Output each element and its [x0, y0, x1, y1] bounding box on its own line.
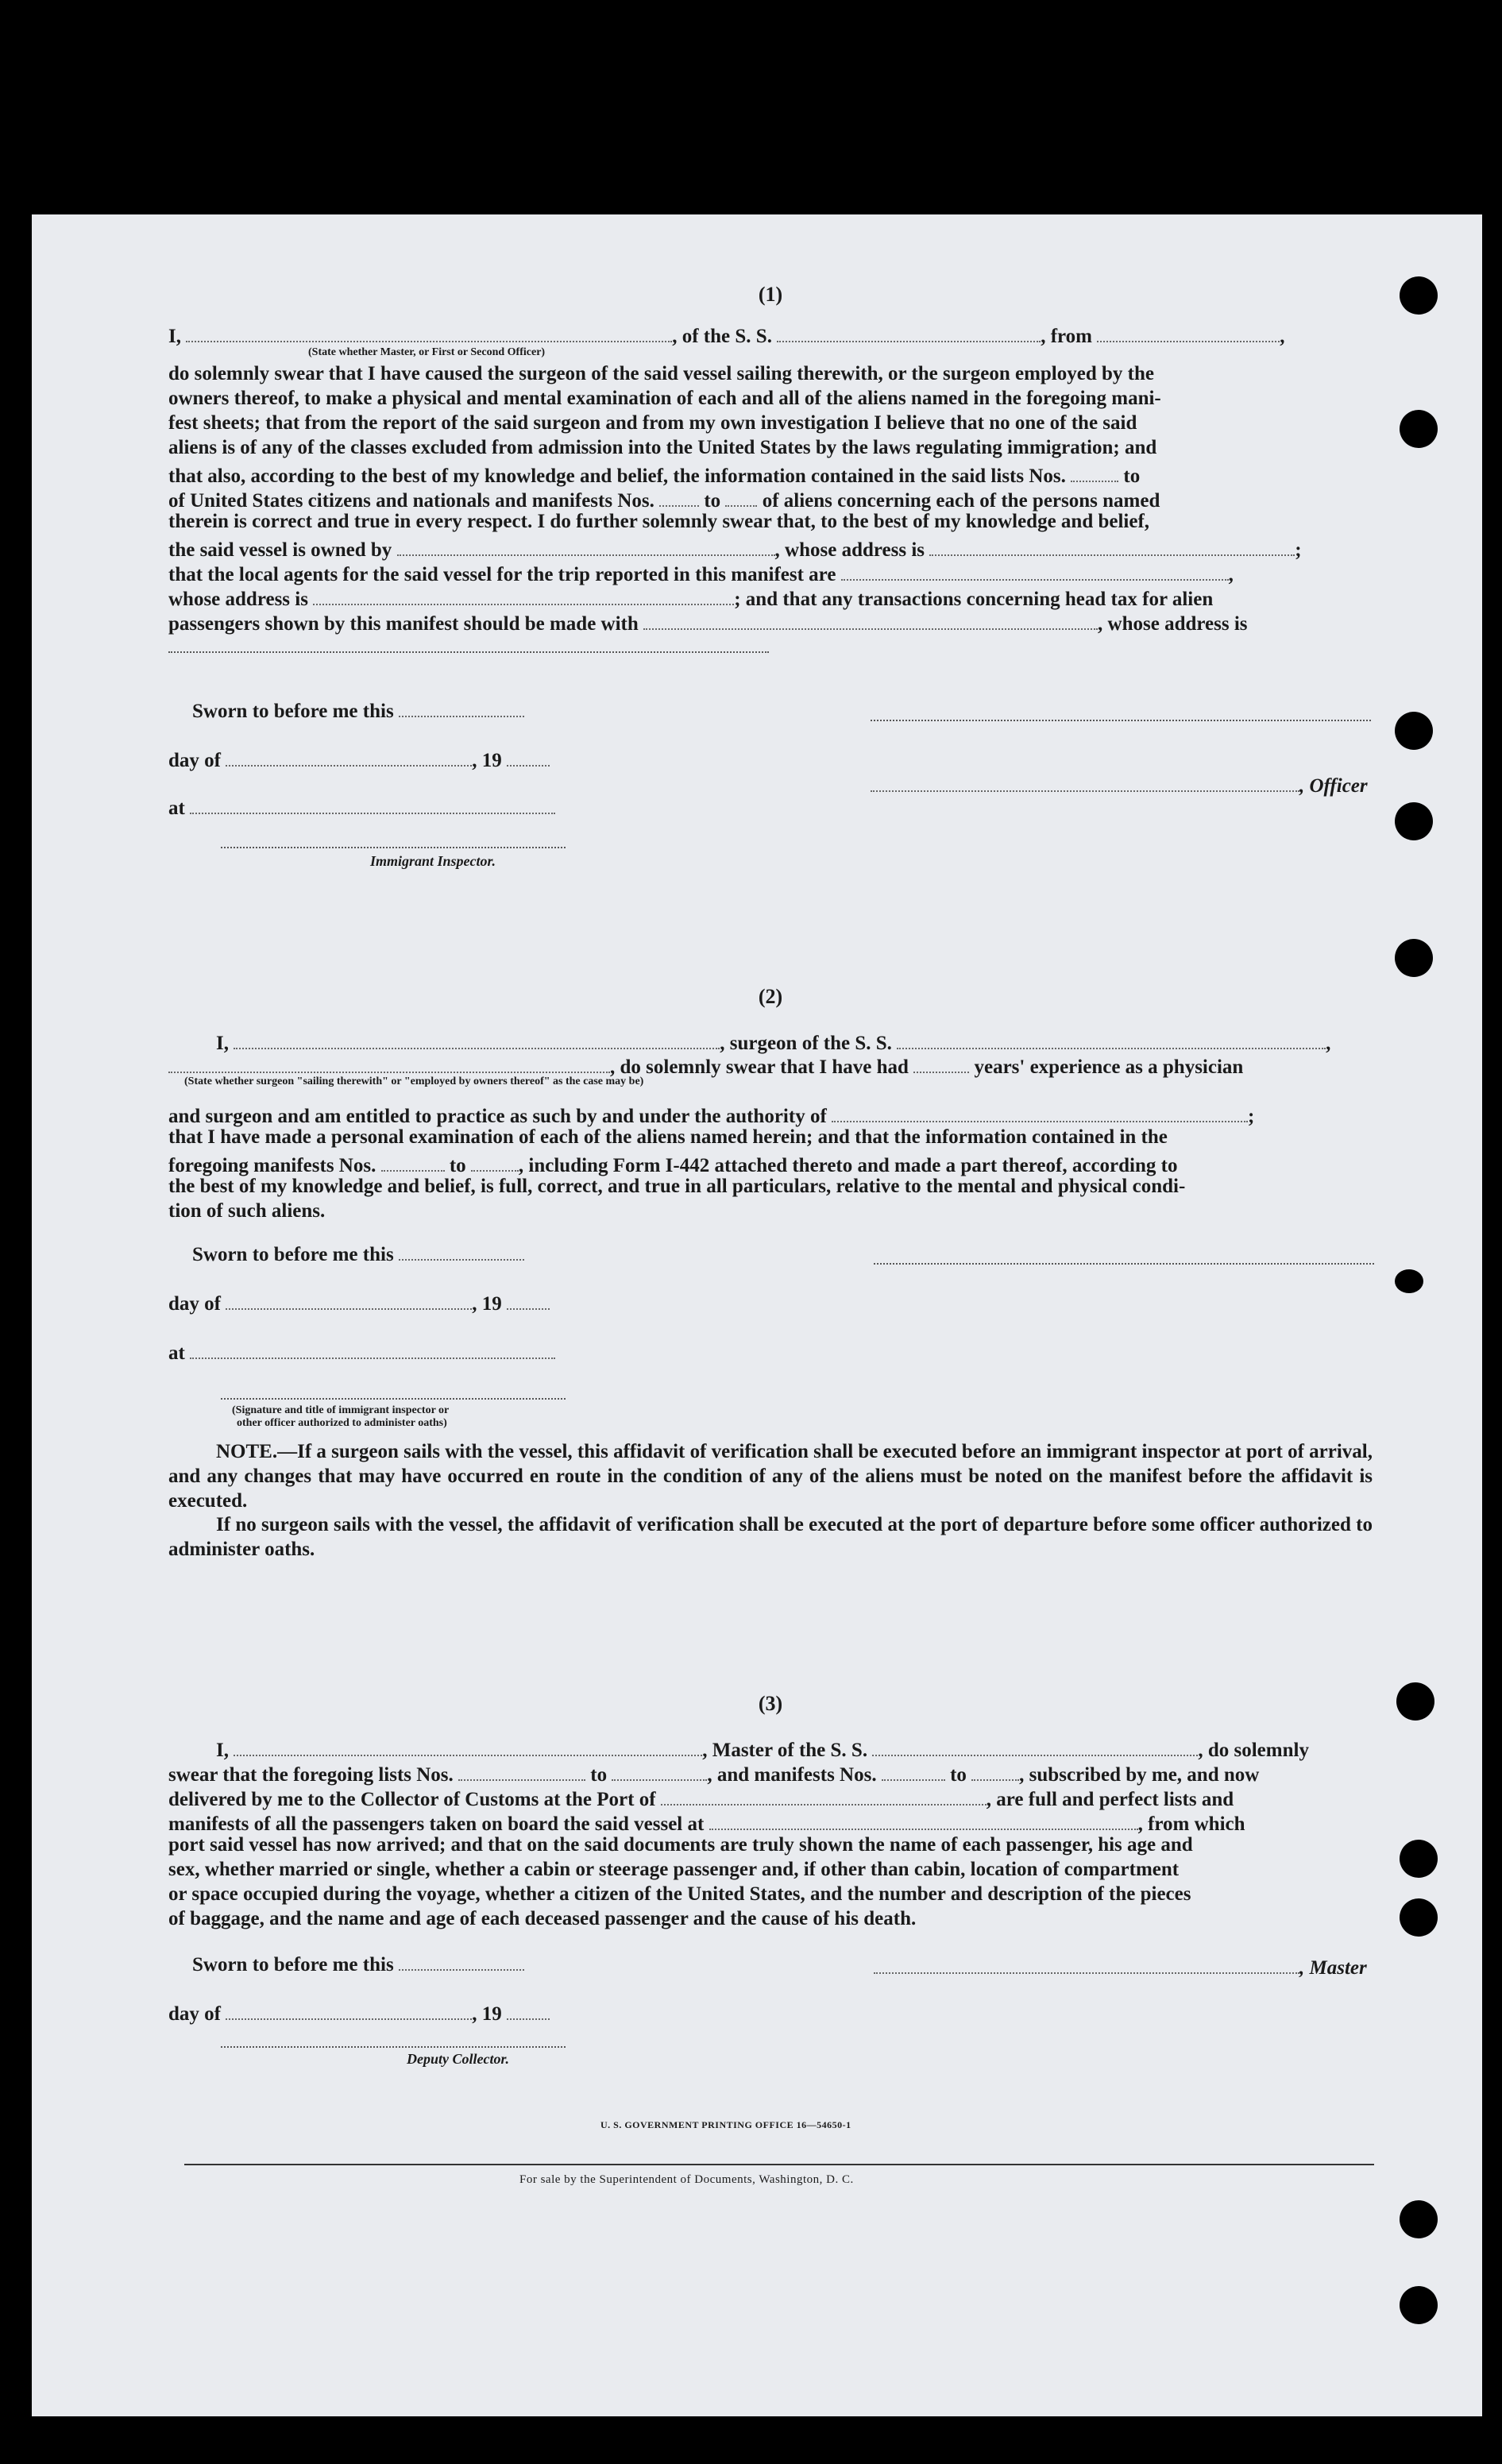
year-label: , 19	[472, 2003, 502, 2025]
punch-hole	[1395, 1269, 1423, 1293]
sale-notice: For sale by the Superintendent of Documents, Washington, D. C.	[519, 2173, 854, 2186]
surgeon-note: (State whether surgeon "sailing therewith" or "employed by owners thereof" as the case may be)	[184, 1076, 644, 1087]
section-number: (2)	[758, 985, 783, 1008]
section3-line: or space occupied during the voyage, whether a citizen of the United States, and the number and description of the pieces	[168, 1883, 1191, 1905]
para1-line: the said vessel is owned by	[168, 539, 392, 561]
manifests-from-field[interactable]	[659, 485, 699, 507]
agents-field[interactable]	[841, 559, 1229, 581]
manifests-from-field-3[interactable]	[882, 1759, 945, 1781]
sworn-day-field-3[interactable]	[399, 1949, 524, 1971]
including-text: , including Form I-442 attached thereto and made a part thereof, according to	[518, 1155, 1178, 1176]
vessel-name-field-3[interactable]	[872, 1735, 1198, 1756]
officer-label: , Officer	[1299, 775, 1368, 797]
punch-hole	[1400, 276, 1438, 315]
authority-field[interactable]	[832, 1101, 1248, 1122]
from-which: , from which	[1137, 1813, 1245, 1835]
para1-line: passengers shown by this manifest should be made with	[168, 613, 639, 635]
note-1: NOTE.—If a surgeon sails with the vessel, this affidavit of verification shall be executed before an immigrant inspector at port of arrival, and any changes that may have occurred en route in the condition of any of the aliens must be noted on the manifest before the affidavit is executed.	[168, 1441, 1373, 1512]
para1-line: that the local agents for the said vessel for the trip reported in this manifest are	[168, 564, 836, 585]
section-number: (3)	[758, 1692, 783, 1715]
footer-rule	[184, 2164, 1374, 2165]
at-place-field-2[interactable]	[190, 1338, 555, 1359]
month-field-2[interactable]	[226, 1288, 472, 1310]
sworn-label: Sworn to before me this	[192, 701, 394, 722]
section3-line: of baggage, and the name and age of each deceased passenger and the cause of his death.	[168, 1908, 917, 1929]
inspector-signature-line[interactable]	[221, 845, 566, 848]
section3-line: port said vessel has now arrived; and that on the said documents are truly shown the name of each passenger, his age and	[168, 1834, 1193, 1856]
port-from-field[interactable]	[1097, 321, 1280, 342]
para1-line: that also, according to the best of my knowledge and belief, the information contained in the said lists Nos.	[168, 465, 1066, 487]
surgeon-signature-line[interactable]	[874, 1261, 1374, 1265]
surgeon-status-field[interactable]	[168, 1052, 610, 1073]
subscribed: , subscribed by me, and now	[1019, 1764, 1260, 1786]
form-sheet	[32, 214, 1482, 2416]
inspector-signature-line-2[interactable]	[221, 1396, 566, 1400]
label-from: , from	[1041, 326, 1092, 347]
affidavit-section-3	[168, 1692, 1373, 2067]
master-label: , Master	[1299, 1957, 1367, 1979]
label-i: I,	[168, 326, 181, 347]
para1-line: therein is correct and true in every respect. I do further solemnly swear that, to the best of my knowledge and belief,	[168, 511, 1150, 532]
manifests-to-field[interactable]	[725, 485, 757, 507]
at-label: at	[168, 1342, 185, 1364]
day-of-label: day of	[168, 2003, 221, 2025]
delivered: delivered by me to the Collector of Customs at the Port of	[168, 1789, 656, 1810]
section-number: (1)	[758, 283, 783, 306]
punch-hole	[1395, 939, 1433, 977]
officer-signature-1[interactable]	[871, 718, 1371, 721]
manifest-to-field[interactable]	[471, 1150, 519, 1172]
label-master-of: , Master of the S. S.	[702, 1740, 868, 1761]
swear-lists: swear that the foregoing lists Nos.	[168, 1764, 454, 1786]
at-label: at	[168, 798, 185, 819]
surgeon-name-field[interactable]	[234, 1028, 720, 1049]
year-field[interactable]	[507, 745, 550, 767]
month-field[interactable]	[226, 745, 472, 767]
head-tax-agent-field[interactable]	[643, 608, 1098, 630]
aliens-concerning: of aliens concerning each of the persons named	[762, 490, 1160, 512]
foregoing-text: foregoing manifests Nos.	[168, 1155, 376, 1176]
label-of-ss: , of the S. S.	[672, 326, 772, 347]
punch-hole	[1400, 2200, 1438, 2238]
personal-text: that I have made a personal examination of each of the aliens named herein; and that the information contained in the	[168, 1126, 1168, 1148]
full-perfect: , are full and perfect lists and	[986, 1789, 1234, 1810]
punch-hole	[1400, 1898, 1438, 1937]
sworn-day-field-2[interactable]	[399, 1239, 524, 1261]
year-label: , 19	[472, 750, 502, 771]
manifests-to-field-3[interactable]	[971, 1759, 1019, 1781]
years-field[interactable]	[913, 1052, 969, 1073]
deputy-label: Deputy Collector.	[407, 2051, 509, 2067]
owner-field[interactable]	[397, 535, 775, 556]
swear-had: , do solemnly swear that I have had	[610, 1056, 909, 1078]
label-to: to	[1123, 465, 1141, 487]
label-i: I,	[216, 1033, 229, 1054]
year-field-3[interactable]	[507, 1999, 550, 2020]
master-signature-field[interactable]	[874, 1952, 1299, 1974]
sworn-label: Sworn to before me this	[192, 1954, 394, 1975]
punch-hole	[1400, 1840, 1438, 1878]
label-to: to	[590, 1764, 608, 1786]
year-field-2[interactable]	[507, 1288, 550, 1310]
master-name-field[interactable]	[234, 1735, 702, 1756]
section3-line: sex, whether married or single, whether a cabin or steerage passenger and, if other than cabin, location of compartment	[168, 1859, 1180, 1880]
para1-line: of United States citizens and nationals and manifests Nos.	[168, 490, 654, 512]
label-to: to	[704, 490, 721, 512]
label-whose-address: , whose address is	[774, 539, 925, 561]
transactions-text: ; and that any transactions concerning head tax for alien	[734, 589, 1214, 610]
manifest-from-field[interactable]	[381, 1150, 445, 1172]
do-solemnly: , do solemnly	[1198, 1740, 1309, 1761]
label-surgeon-of: , surgeon of the S. S.	[720, 1033, 892, 1054]
sig-note: other officer authorized to administer oaths)	[237, 1417, 447, 1429]
label-i: I,	[216, 1740, 229, 1761]
owner-address-field[interactable]	[929, 535, 1295, 556]
deputy-signature-line[interactable]	[221, 2045, 566, 2048]
officer-note: (State whether Master, or First or Second Officer)	[308, 346, 546, 358]
lists-from-field-3[interactable]	[458, 1759, 585, 1781]
head-tax-address-field[interactable]	[168, 650, 769, 653]
para1-line: fest sheets; that from the report of the said surgeon and from my own investigation I believe that no one of the said	[168, 412, 1137, 434]
affidavit-section-2: (2) I, , surgeon of the S. S. , , do solemnly swear that I have had years' experience as a physician (State whether surgeon "sailing therewith" or "employed by owners thereof" as the case may be) and surgeon and am entitled to practice as such by and under the authority of ; that I have made a personal examination of each of the aliens named herein; and that the information contained in the foregoing manifests Nos. to , including Form I-442 attached thereto and made a part thereof, according to the best of my knowledge and belief, is full, correct, and true in all particulars, relative to the mental and physical condi- tion of such aliens. Sworn to before me this day of , 19 at (Signature and title of immigrant inspector or other officer authorized to administer oaths) NOTE.—If a surgeon sails with the vessel, this affidavit of verification shall be executed before an immigrant inspector at port of arrival, and any changes that may have occurred en route in the condition of any of the aliens must be noted on the manifest before the affidavit is executed. If no surgeon sails with the vessel, the affidavit of verification shall be executed at the port of departure before some officer authorized to administer oaths.	[168, 985, 1373, 1560]
punch-hole	[1396, 1682, 1434, 1721]
inspector-label: Immigrant Inspector.	[370, 853, 496, 869]
manifests-all: manifests of all the passengers taken on board the said vessel at	[168, 1813, 705, 1835]
sworn-label: Sworn to before me this	[192, 1244, 394, 1265]
best-text: the best of my knowledge and belief, is full, correct, and true in all particulars, relative to the mental and physical condi-	[168, 1176, 1186, 1197]
para1-line: owners thereof, to make a physical and mental examination of each and all of the aliens named in the foregoing mani-	[168, 388, 1161, 409]
label-to: to	[449, 1155, 466, 1176]
punch-hole	[1395, 712, 1433, 750]
sworn-day-field[interactable]	[399, 696, 524, 717]
para1-line: whose address is	[168, 589, 308, 610]
lists-from-field[interactable]	[1071, 461, 1118, 482]
years-experience: years' experience as a physician	[974, 1056, 1244, 1078]
sig-note: (Signature and title of immigrant inspector or	[232, 1404, 450, 1416]
punch-hole	[1400, 410, 1438, 448]
such-text: tion of such aliens.	[168, 1200, 326, 1222]
month-field-3[interactable]	[226, 1999, 472, 2020]
punch-hole	[1395, 802, 1433, 840]
lists-to-field-3[interactable]	[612, 1759, 707, 1781]
day-of-label: day of	[168, 1293, 221, 1315]
para1-line: do solemnly swear that I have caused the surgeon of the said vessel sailing therewith, or the surgeon employed by the	[168, 363, 1154, 384]
officer-name-field[interactable]	[186, 321, 672, 342]
punch-hole	[1400, 2286, 1438, 2324]
para1-line: aliens is of any of the classes excluded from admission into the United States by the laws regulating immigration; and	[168, 437, 1157, 458]
officer-signature-2[interactable]	[871, 770, 1299, 792]
affidavit-section-1: (1) I, , of the S. S. , from , (State whether Master, or First or Second Officer) do solemnly swear that I have caused the surgeon of the said vessel sailing therewith, or the surgeon employed by the owners thereof, to make a physical and mental examination of each and all of the aliens named in the foregoing mani- fest sheets; that from the report of the said surgeon and from my own investigation I believe that no one of the said aliens is of any of the classes excluded from admission into the United States by the laws regulating immigration; and that also, according to the best of my knowledge and belief, the information contained in the said lists Nos. to of United States citizens and nationals and manifests Nos. to of aliens concerning each of the persons named therein is correct and true in every respect. I do further solemnly swear that, to the best of my knowledge and belief, the said vessel is owned by , whose address is ; that the local agents for the said vessel for the trip reported in this manifest are , whose address is ; and that any transactions concerning head tax for alien passengers shown by this manifest should be made with , whose address is Sworn to before me this day of , 19 , Officer at Immigrant Inspector.	[168, 283, 1373, 307]
year-label: , 19	[472, 1293, 502, 1315]
authority-text: and surgeon and am entitled to practice as such by and under the authority of	[168, 1106, 827, 1127]
port-field[interactable]	[661, 1784, 987, 1806]
vessel-name-field-2[interactable]	[897, 1028, 1326, 1049]
and-manifests: , and manifests Nos.	[707, 1764, 877, 1786]
agents-address-field[interactable]	[313, 584, 734, 605]
at-place-field[interactable]	[190, 793, 555, 814]
vessel-name-field[interactable]	[777, 321, 1041, 342]
boarding-port-field[interactable]	[709, 1809, 1138, 1830]
label-whose-address: , whose address is	[1098, 613, 1248, 635]
note-2: If no surgeon sails with the vessel, the affidavit of verification shall be executed at the port of departure before some officer authorized to administer oaths.	[168, 1514, 1373, 1560]
day-of-label: day of	[168, 750, 221, 771]
gpo-imprint: U. S. GOVERNMENT PRINTING OFFICE 16—54650-1	[600, 2119, 851, 2130]
label-to: to	[950, 1764, 967, 1786]
